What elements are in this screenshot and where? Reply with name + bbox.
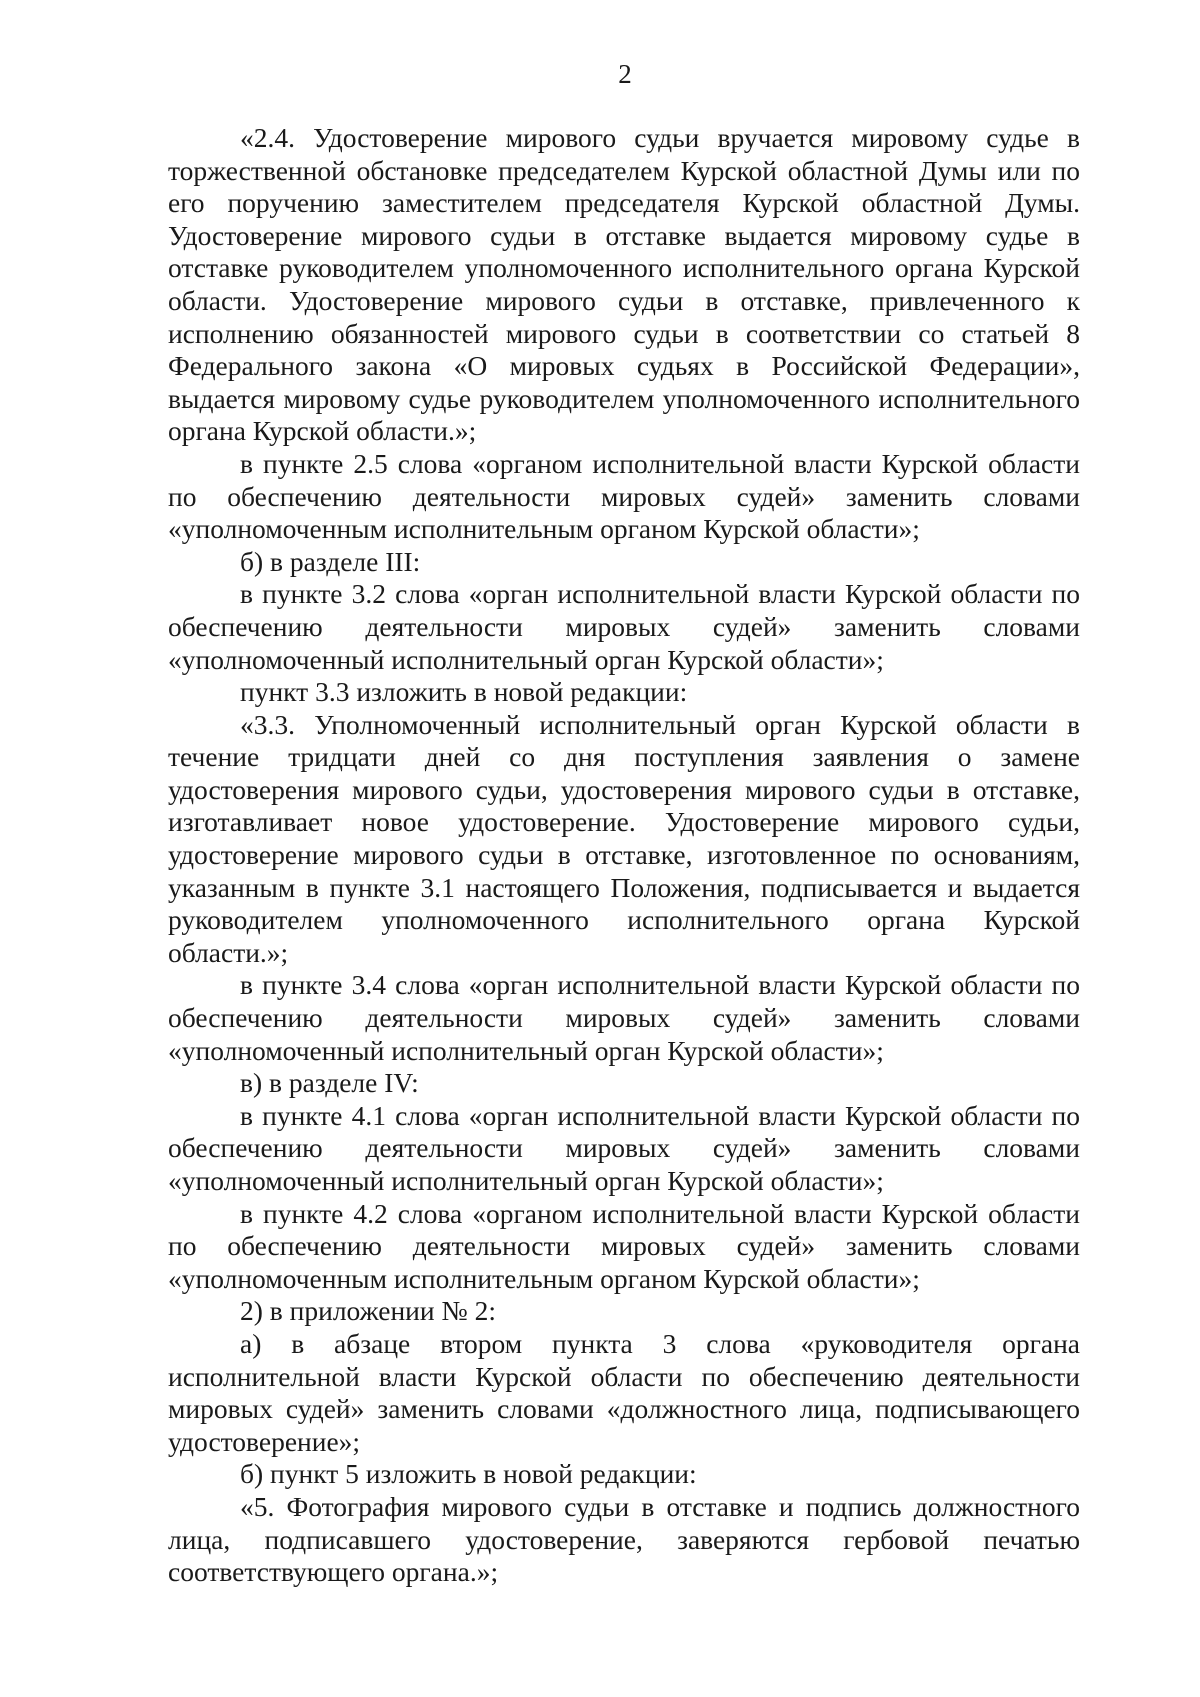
paragraph-3-2-amendment: в пункте 3.2 слова «орган исполнительной власти Курской области по обеспечению деятельности мировых судей» заменить словами «уполномоченный исполнительный орган Курской области»;: [168, 578, 1080, 675]
paragraph-appendix-2: 2) в приложении № 2:: [240, 1295, 496, 1327]
paragraph-2-5-amendment: в пункте 2.5 слова «органом исполнительной власти Курской области по обеспечению деятельности мировых судей» заменить словами «уполномоченным исполнительным органом Курской области»;: [168, 447, 1080, 545]
document-body: [168, 122, 1080, 1589]
paragraph-section-iii: б) в разделе III:: [240, 545, 421, 577]
paragraph-item-5: «5. Фотография мирового судьи в отставке и подпись должностного лица, подписавшего удостоверение, заверяются гербовой печатью соответствующего органа.»;: [168, 1490, 1080, 1588]
paragraph-2-4: «2.4. Удостоверение мирового судьи вручается мировому судье в торжественной обстановке председателем Курской областной Думы или по его поручению заместителем председателя Курской областной Думы. Удостоверение мирового судьи в отставке выдается мировому судье в отставке руководителем уполномоченного исполнительного органа Курской области. Удостоверение мирового судьи в отставке, привлеченного к исполнению обязанностей мирового судьи в соответствии со статьей 8 Федерального закона «О мировых судьях в Российской Федерации», выдается мировому судье руководителем уполномоченного исполнительного органа Курской области.»;: [168, 122, 1080, 447]
paragraph-appendix-item-3: а) в абзаце втором пункта 3 слова «руководителя органа исполнительной власти Курской области по обеспечению деятельности мировых судей» заменить словами «должностного лица, подписывающего удостоверение»;: [168, 1327, 1080, 1457]
paragraph-3-3: «3.3. Уполномоченный исполнительный орган Курской области в течение тридцати дней со дня поступления заявления о замене удостоверения мирового судьи, удостоверения мирового судьи в отставке, изготавливает новое удостоверение. Удостоверение мирового судьи, удостоверение мирового судьи в отставке, изготовленное по основаниям, указанным в пункте 3.1 настоящего Положения, подписывается и выдается руководителем уполномоченного исполнительного органа Курской области.»;: [168, 708, 1080, 968]
paragraph-4-2-amendment: в пункте 4.2 слова «органом исполнительной власти Курской области по обеспечению деятельности мировых судей» заменить словами «уполномоченным исполнительным органом Курской области»;: [168, 1197, 1080, 1294]
paragraph-section-iv: в) в разделе IV:: [240, 1067, 419, 1099]
paragraph-item-5-intro: б) пункт 5 изложить в новой редакции:: [240, 1458, 697, 1490]
page-number: 2: [618, 59, 632, 89]
paragraph-3-3-intro: пункт 3.3 изложить в новой редакции:: [240, 676, 688, 708]
paragraph-3-4-amendment: в пункте 3.4 слова «орган исполнительной власти Курской области по обеспечению деятельности мировых судей» заменить словами «уполномоченный исполнительный орган Курской области»;: [168, 969, 1080, 1066]
paragraph-4-1-amendment: в пункте 4.1 слова «орган исполнительной власти Курской области по обеспечению деятельности мировых судей» заменить словами «уполномоченный исполнительный орган Курской области»;: [168, 1099, 1080, 1196]
